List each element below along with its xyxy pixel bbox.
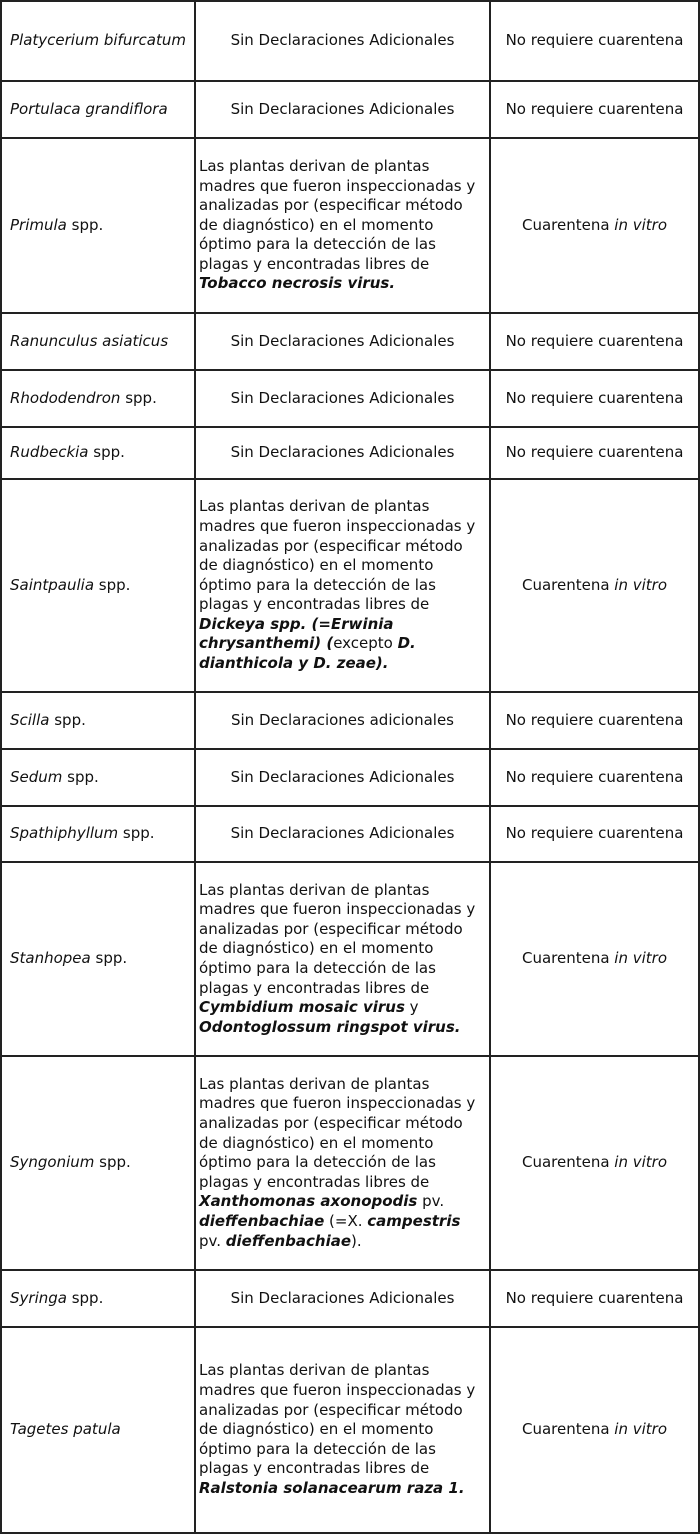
table-row [1,1327,699,1533]
quarantine-text: No requiere cuarentena [505,443,684,462]
requirement-text: Las plantas derivan de plantas madres que fueron inspeccionadas y analizadas por (especificar método de diagnóstico) en el momento óptimo para la detección de las plagas y encontradas libres de [199,880,476,997]
requirement-text: Sin Declaraciones Adicionales [230,388,455,407]
species-cell [1,1327,195,1533]
quarantine-text: Cuarentena [521,575,615,594]
species-text: Portulaca grandiflora [10,99,168,118]
requirement-text: Las plantas derivan de plantas madres que fueron inspeccionadas y analizadas por (especificar método de diagnóstico) en el momento óptimo para la detección de las plagas y encontradas libres de [199,1074,476,1191]
species-cell [1,806,195,862]
requirement-cell [195,1327,490,1533]
species-text: spp. [94,1153,131,1172]
species-text: spp. [120,388,157,407]
quarantine-text: No requiere cuarentena [505,767,684,786]
requirement-cell [195,313,490,370]
species-cell [1,1056,195,1270]
species-cell [1,749,195,806]
species-text: spp. [49,710,86,729]
quarantine-cell [490,370,699,427]
species-text: spp. [94,575,131,594]
quarantine-cell [490,138,699,313]
quarantine-cell [490,1056,699,1270]
requirement-text: Dickeya spp. (=Erwinia chrysanthemi) ( [199,614,394,653]
table-row [1,370,699,427]
table-row [1,479,699,692]
table-row [1,313,699,370]
requirement-text: Xanthomonas axonopodis [199,1192,418,1211]
table-row [1,1056,699,1270]
requirement-cell [195,1056,490,1270]
species-text: spp. [88,443,125,462]
table-row [1,692,699,749]
requirement-cell [195,81,490,138]
species-cell [1,81,195,138]
species-text: Syringa [10,1288,67,1307]
table-body [1,1,699,1533]
quarantine-cell [490,1,699,81]
quarantine-text: in vitro [614,575,668,594]
table-row [1,806,699,862]
species-text: Saintpaulia [10,575,95,594]
requirement-text: y [404,998,419,1017]
quarantine-text: No requiere cuarentena [505,824,684,843]
species-text: spp. [62,767,99,786]
requirement-cell [195,138,490,313]
quarantine-text: No requiere cuarentena [505,331,684,350]
species-cell [1,427,195,479]
requirement-text: Tobacco necrosis virus. [199,274,396,293]
requirement-text: Sin Declaraciones Adicionales [230,99,455,118]
quarantine-text: No requiere cuarentena [505,99,684,118]
quarantine-text: Cuarentena [521,949,615,968]
requirement-text: (=X. [324,1211,368,1230]
species-text: Syngonium [10,1153,95,1172]
species-text: Rhododendron [10,388,121,407]
requirement-cell [195,862,490,1056]
species-cell [1,862,195,1056]
requirement-text: Sin Declaraciones adicionales [230,710,454,729]
quarantine-cell [490,81,699,138]
requirement-text: dieffenbachiae [225,1231,352,1250]
requirement-text: pv. [417,1192,445,1211]
species-text: Platycerium bifurcatum [10,31,186,50]
species-cell [1,692,195,749]
requirement-text: Ralstonia solanacearum raza 1. [199,1478,465,1497]
requirement-cell [195,1270,490,1327]
species-text: Sedum [10,767,63,786]
requirement-cell [195,427,490,479]
species-cell [1,138,195,313]
requirement-text: Sin Declaraciones Adicionales [230,767,455,786]
table-row [1,749,699,806]
quarantine-text: No requiere cuarentena [505,1288,684,1307]
requirement-text: Las plantas derivan de plantas madres que fueron inspeccionadas y analizadas por (especificar método de diagnóstico) en el momento óptimo para la detección de las plagas y encontradas libres de [199,1361,476,1478]
quarantine-text: No requiere cuarentena [505,31,684,50]
quarantine-text: Cuarentena [521,1420,615,1439]
table-row [1,81,699,138]
requirement-text: Sin Declaraciones Adicionales [230,1288,455,1307]
requirement-text: Sin Declaraciones Adicionales [230,443,455,462]
requirement-cell [195,479,490,692]
species-text: Ranunculus asiaticus [10,331,169,350]
quarantine-cell [490,692,699,749]
requirement-text: pv. [199,1231,226,1250]
quarantine-cell [490,1270,699,1327]
quarantine-cell [490,749,699,806]
species-text: Stanhopea [10,949,91,968]
requirement-text: Odontoglossum ringspot virus. [199,1017,461,1036]
quarantine-text: in vitro [614,1420,668,1439]
quarantine-text: in vitro [614,215,668,234]
requirement-cell [195,749,490,806]
species-cell [1,1,195,81]
species-text: spp. [118,824,155,843]
requirement-text: Las plantas derivan de plantas madres que fueron inspeccionadas y analizadas por (especificar método de diagnóstico) en el momento óptimo para la detección de las plagas y encontradas libres de [199,497,476,614]
requirement-text: Cymbidium mosaic virus [199,998,405,1017]
requirement-text: excepto [333,634,398,653]
species-text: spp. [66,215,104,234]
quarantine-cell [490,862,699,1056]
quarantine-cell [490,427,699,479]
species-text: Spathiphyllum [10,824,119,843]
table-row [1,1,699,81]
species-text: spp. [66,1288,104,1307]
requirement-text: dieffenbachiae [199,1211,325,1230]
requirement-text: D. dianthicola y D. zeae). [199,634,416,673]
requirement-cell [195,692,490,749]
requirement-text: Sin Declaraciones Adicionales [230,31,455,50]
requirement-text: campestris [367,1211,461,1230]
species-cell [1,370,195,427]
requirement-text: ). [351,1231,362,1250]
quarantine-text: Cuarentena [521,215,615,234]
requirement-cell [195,370,490,427]
table-row [1,138,699,313]
requirement-text: Las plantas derivan de plantas madres que fueron inspeccionadas y analizadas por (especificar método de diagnóstico) en el momento óptimo para la detección de las plagas y encontradas libres de [199,156,476,273]
species-text: spp. [90,949,128,968]
species-text: Tagetes patula [10,1420,121,1439]
quarantine-text: No requiere cuarentena [505,710,684,729]
species-cell [1,479,195,692]
species-text: Rudbeckia [10,443,89,462]
table-row [1,862,699,1056]
species-cell [1,313,195,370]
species-text: Primula [10,215,67,234]
quarantine-text: in vitro [614,949,668,968]
table-row [1,1270,699,1327]
species-cell [1,1270,195,1327]
requirement-cell [195,1,490,81]
quarantine-cell [490,313,699,370]
quarantine-text: No requiere cuarentena [505,388,684,407]
requirement-text: Sin Declaraciones Adicionales [230,331,455,350]
requirement-text: Sin Declaraciones Adicionales [230,824,455,843]
species-text: Scilla [10,710,50,729]
quarantine-cell [490,479,699,692]
quarantine-cell [490,1327,699,1533]
requirement-cell [195,806,490,862]
table-row [1,427,699,479]
quarantine-text: in vitro [614,1153,668,1172]
quarantine-cell [490,806,699,862]
quarantine-text: Cuarentena [521,1153,615,1172]
